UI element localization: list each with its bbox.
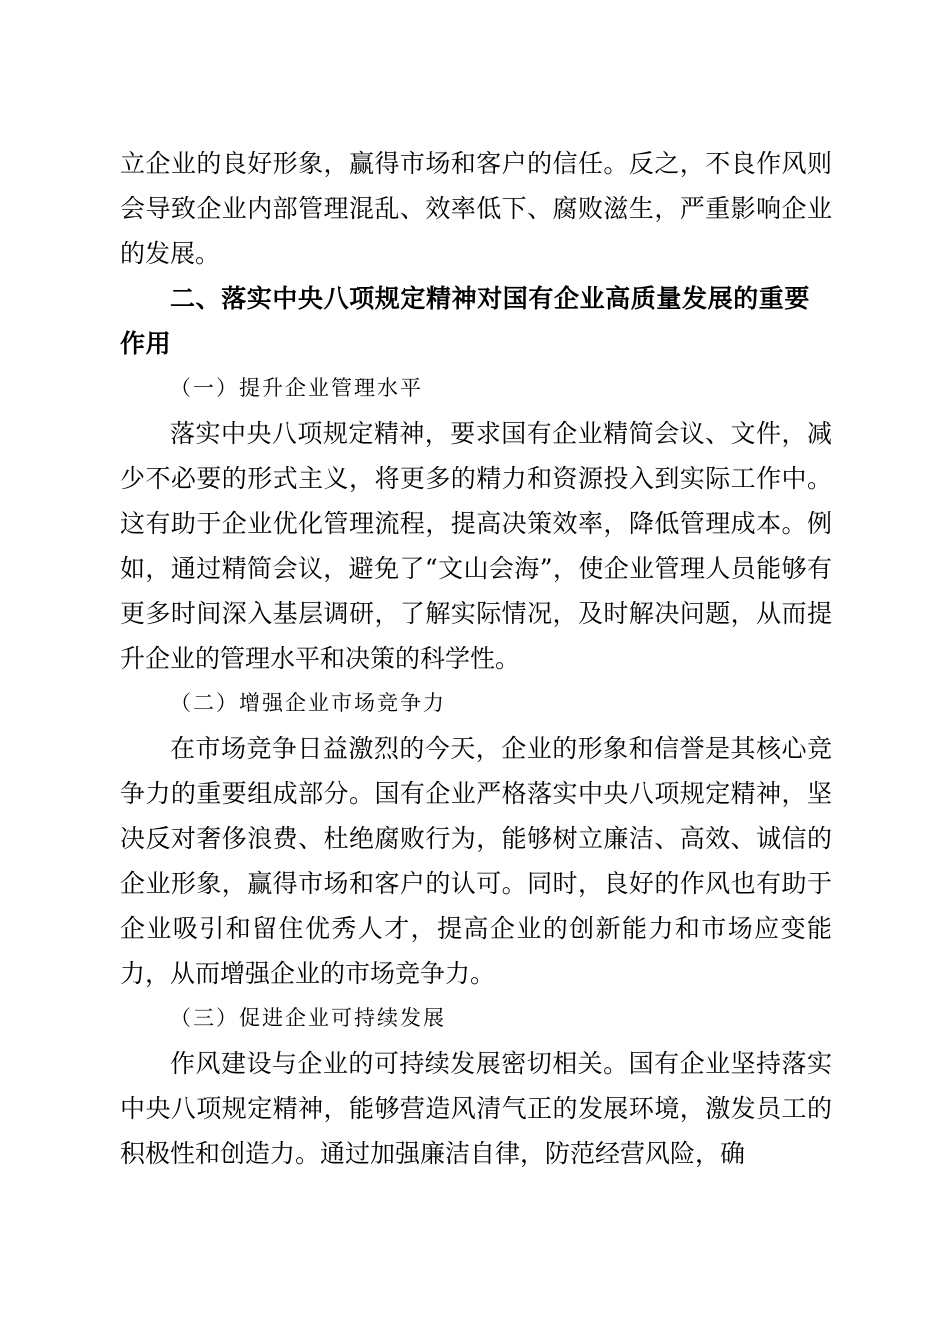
subsection-body-2: 在市场竞争日益激烈的今天，企业的形象和信誉是其核心竞争力的重要组成部分。国有企业严格落实中央八项规定精神，坚决反对奢侈浪费、杜绝腐败行为，能够树立廉洁、高效、诚信的企业形象，赢得市场和客户的认可。同时，良好的作风也有助于企业吸引和留住优秀人才，提高企业的创新能力和市场应变能力，从而增强企业的市场竞争力。 [120, 734, 832, 988]
document-body [120, 141, 832, 1176]
subsection-body-1: 落实中央八项规定精神，要求国有企业精简会议、文件，减少不必要的形式主义，将更多的精力和资源投入到实际工作中。这有助于企业优化管理流程，提高决策效率，降低管理成本。例如，通过精简会议，避免了“文山会海”，使企业管理人员能够有更多时间深入基层调研，了解实际情况，及时解决问题，从而提升企业的管理水平和决策的科学性。 [120, 419, 832, 673]
intro-paragraph: 立企业的良好形象，赢得市场和客户的信任。反之，不良作风则会导致企业内部管理混乱、效率低下、腐败滋生，严重影响企业的发展。 [120, 149, 832, 268]
subsection-heading-2: （二）增强企业市场竞争力 [170, 691, 446, 715]
subsection-body-3: 作风建设与企业的可持续发展密切相关。国有企业坚持落实中央八项规定精神，能够营造风清气正的发展环境，激发员工的积极性和创造力。通过加强廉洁自律，防范经营风险，确 [120, 1049, 832, 1168]
subsection-heading-1: （一）提升企业管理水平 [170, 376, 423, 400]
section-heading: 二、落实中央八项规定精神对国有企业高质量发展的重要作用 [120, 284, 811, 358]
subsection-heading-3: （三）促进企业可持续发展 [170, 1006, 446, 1030]
